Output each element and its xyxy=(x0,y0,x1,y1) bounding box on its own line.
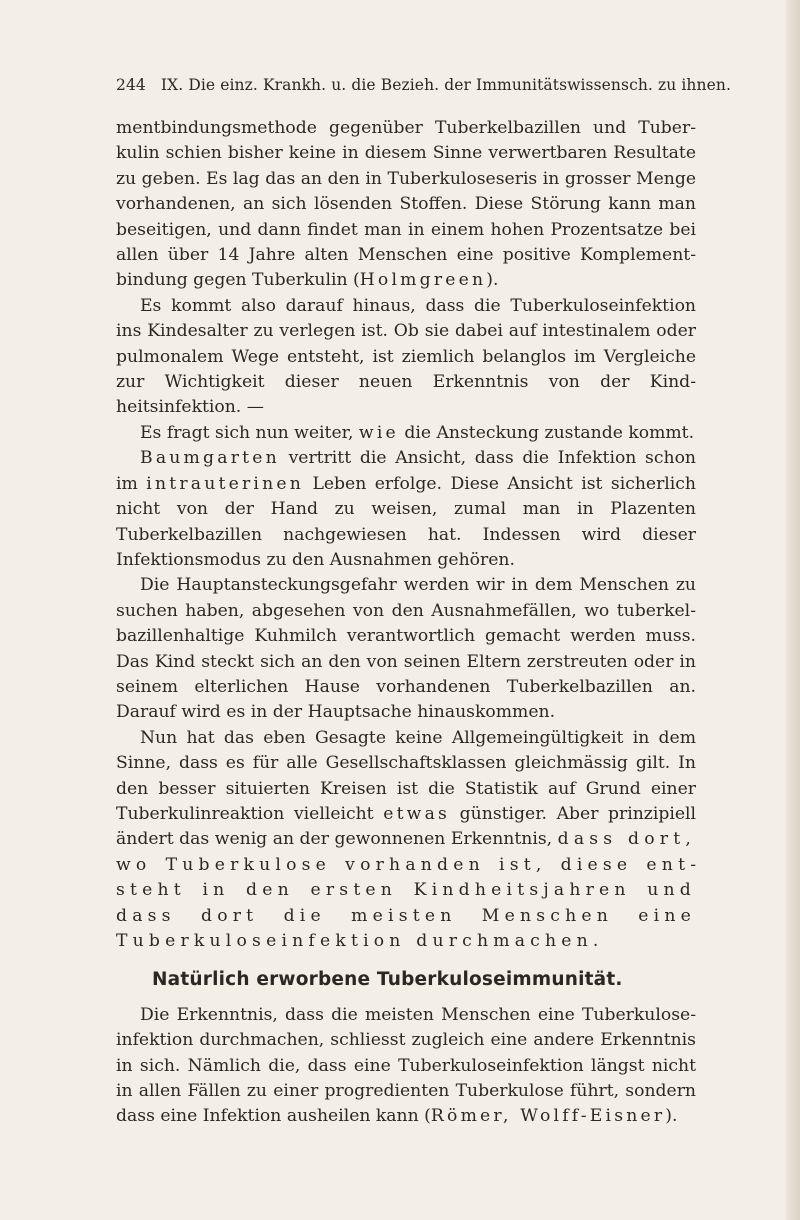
paragraph-4: Baumgarten vertritt die Ansicht, dass die Infektion schon im intrauterinen Leben erfolge. Diese Ansicht ist sicherlich nicht von der Hand zu weisen, zumal man in Plazenten Tuberkelbazillen nachgewiesen hat. Indessen wird dieser Infektionsmodus zu den Ausnahmen gehören. xyxy=(116,448,696,570)
paragraph-3: Es fragt sich nun weiter, wie die Ansteckung zustande kommt. xyxy=(140,422,695,443)
page-edge xyxy=(786,0,800,1220)
paragraph-5: Die Hauptansteckungsgefahr werden wir in dem Menschen zu suchen haben, abgesehen von den Ausnahmefällen, wo tuberkelbazillenhaltige Kuhmilch verantwortlich gemacht werden muss. Das Kind steckt sich an den von seinen Eltern zerstreuten oder in seinem elterlichen Hause vorhandenen Tuberkelbazillen an. Darauf wird es in der Hauptsache hinauskommen. xyxy=(116,575,696,723)
emphasis-intrauterinen: intrauterinen xyxy=(146,473,304,494)
running-header xyxy=(116,76,731,94)
author-name: Baumgarten xyxy=(140,448,280,469)
running-title: IX. Die einz. Krankh. u. die Bezieh. der Immunitätswissensch. zu ihnen. xyxy=(160,76,731,94)
main-text xyxy=(116,116,696,1130)
author-name: Holmgreen xyxy=(359,270,487,291)
author-names: Römer, Wolff-Eisner xyxy=(430,1106,666,1127)
section-heading: Natürlich erworbene Tuberkuloseimmunität. xyxy=(152,969,623,991)
emphasis-wie: wie xyxy=(358,422,399,443)
emphasis-conclusion: dass dort, wo Tuberkulose vorhanden ist, diese entsteht in den ersten Kindheitsjahren und dass dort die meisten Menschen eine Tuberkuloseinfektion durchmachen. xyxy=(116,829,696,951)
emphasis-etwas: etwas xyxy=(383,803,451,824)
page-number: 244 xyxy=(116,76,146,94)
paragraph-1: mentbindungsmethode gegenüber Tuberkelbazillen und Tuberkulin schien bisher keine in diesem Sinne verwertbaren Resultate zu geben. Es lag das an den in Tuberkuloseseris in grosser Menge vorhandenen, an sich lösenden Stoffen. Diese Störung kann man beseitigen, und dann findet man in einem hohen Prozentsatze bei allen über 14 Jahre alten Menschen eine positive Komplementbindung gegen Tuberkulin (Holmgreen). xyxy=(116,118,696,291)
paragraph-2: Es kommt also darauf hinaus, dass die Tuberkuloseinfektion ins Kindesalter zu verlegen ist. Ob sie dabei auf intestinalem oder pulmonalem Wege entsteht, ist ziemlich belanglos im Vergleiche zur Wichtigkeit dieser neuen Erkenntnis von der Kindheitsinfektion. — xyxy=(116,295,696,418)
paragraph-7: Die Erkenntnis, dass die meisten Menschen eine Tuberkuloseinfektion durchmachen, schliesst zugleich eine andere Erkenntnis in sich. Nämlich die, dass eine Tuberkuloseinfektion längst nicht in allen Fällen zu einer progredienten Tuberkulose führt, sondern dass eine Infektion ausheilen kann (Römer, Wolff-Eisner). xyxy=(116,1004,696,1127)
paragraph-6: Nun hat das eben Gesagte keine Allgemeingültigkeit in dem Sinne, dass es für alle Gesellschaftsklassen gleichmässig gilt. In den besser situierten Kreisen ist die Statistik auf Grund einer Tuberkulinreaktion vielleicht etwas günstiger. Aber prinzipiell ändert das wenig an der gewonnenen Erkenntnis, dass dort, wo Tuberkulose vorhanden ist, diese entsteht in den ersten Kindheitsjahren und dass dort die meisten Menschen eine Tuberkuloseinfektion durchmachen. xyxy=(116,727,697,951)
